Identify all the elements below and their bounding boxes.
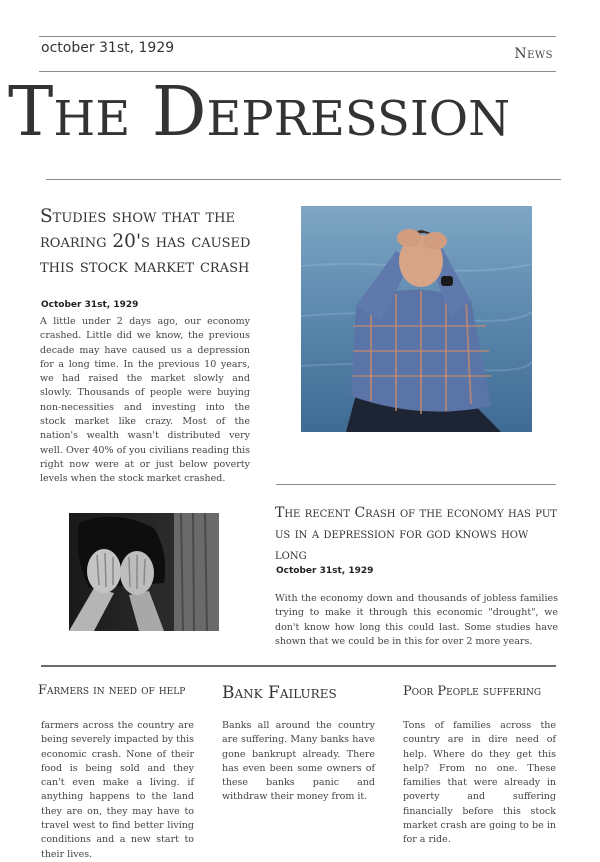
second-photo	[69, 513, 219, 631]
masthead-title: The Depression	[8, 73, 511, 152]
main-photo	[301, 206, 532, 432]
column-farmers-body: farmers across the country are being severely impacted by this economic crash. None of their food is being sold and they can't even make a living. if anything happens to the land they are on, they may have to travel west to find better living conditions and a new start to their lives.	[41, 720, 195, 860]
column-banks-body: Banks all around the country are suffering. Many banks have gone bankrupt already. There has even been some owners of these banks panic and withdraw their money from it.	[222, 720, 375, 803]
main-body: A little under 2 days ago, our economy crashed. Little did we know, the previous decade may have caused us a depression for a long time. In the previous 10 years, we had raised the market slowly and slowly. Thousands of people were buying non-necessities and investing into the stock market like crazy. Most of the nation's wealth wasn't distributed very well. Over 40% of you civilians reading this right now were at or just below poverty levels when the stock market crashed.	[40, 316, 250, 485]
main-headline: Studies show that the roaring 20's has caused this stock market crash	[40, 206, 251, 277]
second-byline: October 31st, 1929	[276, 566, 374, 576]
columns-rule	[41, 665, 556, 667]
masthead-rule	[46, 179, 561, 180]
section-label: News	[514, 46, 553, 62]
issue-date: october 31st, 1929	[41, 40, 175, 56]
top-rule	[39, 36, 556, 37]
main-byline: October 31st, 1929	[41, 300, 139, 310]
column-banks-headline: Bank Failures	[222, 683, 337, 703]
second-headline: The recent Crash of the economy has put us in a depression for god knows how long	[275, 505, 557, 563]
column-poor-headline: Poor People suffering	[403, 684, 542, 699]
column-poor-body: Tons of families across the country are in dire need of help. Where do they get this help? From no one. These families that were already in poverty and suffering financially before this stock market crash are going to be in for a ride.	[403, 720, 556, 846]
section-rule	[276, 484, 556, 485]
column-farmers-headline: Farmers in need of help	[38, 683, 186, 698]
second-body: With the economy down and thousands of jobless families trying to make it through this economic "drought", we don't know how long this could last. Some studies have shown that we could be in this for over 2 more years.	[275, 593, 558, 647]
